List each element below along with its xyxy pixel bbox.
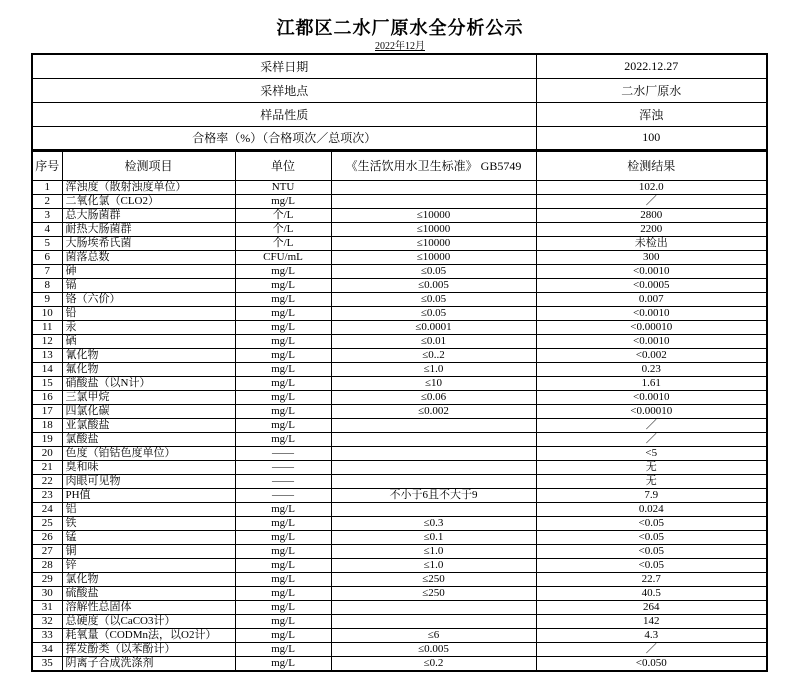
row-index: 8 [32, 278, 62, 292]
page-subtitle: 2022年12月 [375, 41, 425, 52]
item-name: 氰化物 [62, 348, 235, 362]
result-value: <0.05 [536, 544, 767, 558]
unit: mg/L [235, 194, 331, 208]
unit: mg/L [235, 320, 331, 334]
table-row [32, 292, 767, 306]
result-value: 无 [536, 474, 767, 488]
item-name: 浑浊度（散射浊度单位） [62, 180, 235, 194]
standard-limit [331, 446, 536, 460]
standard-limit: ≤1.0 [331, 544, 536, 558]
row-index: 6 [32, 250, 62, 264]
water-analysis-table [31, 53, 768, 672]
table-row [32, 320, 767, 334]
table-row [32, 614, 767, 628]
header-item: 检测项目 [62, 150, 235, 180]
item-name: 大肠埃希氏菌 [62, 236, 235, 250]
row-index: 25 [32, 516, 62, 530]
unit: mg/L [235, 628, 331, 642]
unit: mg/L [235, 404, 331, 418]
row-index: 13 [32, 348, 62, 362]
result-value: ／ [536, 418, 767, 432]
result-value: <0.0010 [536, 264, 767, 278]
row-index: 7 [32, 264, 62, 278]
item-name: PH值 [62, 488, 235, 502]
result-value: 1.61 [536, 376, 767, 390]
standard-limit: ≤0.1 [331, 530, 536, 544]
result-value: 40.5 [536, 586, 767, 600]
result-value: 2200 [536, 222, 767, 236]
info-value: 浑浊 [536, 102, 767, 126]
result-value: <0.05 [536, 558, 767, 572]
standard-limit: ≤0.005 [331, 278, 536, 292]
result-value: <0.05 [536, 516, 767, 530]
standard-limit: ≤0.05 [331, 292, 536, 306]
standard-limit: ≤0.05 [331, 264, 536, 278]
standard-limit [331, 418, 536, 432]
item-name: 硒 [62, 334, 235, 348]
table-row [32, 208, 767, 222]
standard-limit: ≤0.2 [331, 656, 536, 671]
standard-limit [331, 600, 536, 614]
unit: mg/L [235, 334, 331, 348]
table-row [32, 306, 767, 320]
unit: CFU/mL [235, 250, 331, 264]
standard-limit: ≤10000 [331, 236, 536, 250]
unit: mg/L [235, 600, 331, 614]
item-name: 镉 [62, 278, 235, 292]
row-index: 10 [32, 306, 62, 320]
header-result: 检测结果 [536, 150, 767, 180]
unit: 个/L [235, 222, 331, 236]
unit: mg/L [235, 642, 331, 656]
table-row [32, 488, 767, 502]
result-value: 无 [536, 460, 767, 474]
row-index: 22 [32, 474, 62, 488]
result-value: <5 [536, 446, 767, 460]
table-row [32, 628, 767, 642]
table-row [32, 418, 767, 432]
item-name: 硫酸盐 [62, 586, 235, 600]
standard-limit: ≤6 [331, 628, 536, 642]
result-value: <0.0005 [536, 278, 767, 292]
standard-limit: ≤250 [331, 572, 536, 586]
item-name: 汞 [62, 320, 235, 334]
row-index: 4 [32, 222, 62, 236]
unit: mg/L [235, 278, 331, 292]
table-row [32, 236, 767, 250]
table-row [32, 250, 767, 264]
info-value: 100 [536, 126, 767, 150]
info-row-pass-rate [32, 126, 767, 150]
row-index: 27 [32, 544, 62, 558]
standard-limit: 不小于6且不大于9 [331, 488, 536, 502]
unit: NTU [235, 180, 331, 194]
standard-limit [331, 432, 536, 446]
unit: mg/L [235, 614, 331, 628]
standard-limit: ≤1.0 [331, 362, 536, 376]
row-index: 30 [32, 586, 62, 600]
item-name: 铜 [62, 544, 235, 558]
result-value: <0.0010 [536, 334, 767, 348]
unit: mg/L [235, 558, 331, 572]
row-index: 23 [32, 488, 62, 502]
unit: —— [235, 488, 331, 502]
standard-limit: ≤0..2 [331, 348, 536, 362]
table-row [32, 460, 767, 474]
standard-limit: ≤0.3 [331, 516, 536, 530]
table-row [32, 432, 767, 446]
unit: mg/L [235, 516, 331, 530]
item-name: 四氯化碳 [62, 404, 235, 418]
result-value: <0.00010 [536, 404, 767, 418]
item-name: 二氧化氯（CLO2） [62, 194, 235, 208]
standard-limit: ≤0.01 [331, 334, 536, 348]
unit: mg/L [235, 502, 331, 516]
table-row [32, 376, 767, 390]
info-label: 样品性质 [32, 102, 536, 126]
item-name: 锰 [62, 530, 235, 544]
standard-limit [331, 180, 536, 194]
result-value: ／ [536, 642, 767, 656]
table-row [32, 194, 767, 208]
result-value: <0.0010 [536, 390, 767, 404]
row-index: 28 [32, 558, 62, 572]
standard-limit: ≤1.0 [331, 558, 536, 572]
table-row [32, 474, 767, 488]
item-name: 铁 [62, 516, 235, 530]
row-index: 18 [32, 418, 62, 432]
unit: 个/L [235, 236, 331, 250]
result-value: ／ [536, 432, 767, 446]
unit: mg/L [235, 292, 331, 306]
result-value: ／ [536, 194, 767, 208]
row-index: 5 [32, 236, 62, 250]
info-row-sample-nature [32, 102, 767, 126]
row-index: 29 [32, 572, 62, 586]
standard-limit: ≤0.05 [331, 306, 536, 320]
row-index: 21 [32, 460, 62, 474]
unit: mg/L [235, 544, 331, 558]
standard-limit [331, 614, 536, 628]
info-value: 2022.12.27 [536, 54, 767, 78]
item-name: 铝 [62, 502, 235, 516]
row-index: 15 [32, 376, 62, 390]
info-label: 采样地点 [32, 78, 536, 102]
row-index: 12 [32, 334, 62, 348]
row-index: 17 [32, 404, 62, 418]
info-label: 合格率（%）（合格项次／总项次） [32, 126, 536, 150]
table-row [32, 390, 767, 404]
row-index: 20 [32, 446, 62, 460]
info-section [32, 54, 767, 150]
unit: mg/L [235, 362, 331, 376]
table-row [32, 446, 767, 460]
table-row [32, 278, 767, 292]
unit: mg/L [235, 656, 331, 671]
table-row [32, 404, 767, 418]
result-value: <0.0010 [536, 306, 767, 320]
item-name: 锌 [62, 558, 235, 572]
standard-limit: ≤0.0001 [331, 320, 536, 334]
item-name: 砷 [62, 264, 235, 278]
row-index: 14 [32, 362, 62, 376]
item-name: 铬（六价） [62, 292, 235, 306]
info-label: 采样日期 [32, 54, 536, 78]
standard-limit [331, 194, 536, 208]
page-title: 江都区二水厂原水全分析公示 [276, 18, 524, 38]
unit: mg/L [235, 264, 331, 278]
unit: mg/L [235, 586, 331, 600]
item-name: 氟化物 [62, 362, 235, 376]
result-value: 102.0 [536, 180, 767, 194]
unit: mg/L [235, 530, 331, 544]
row-index: 19 [32, 432, 62, 446]
standard-limit: ≤0.002 [331, 404, 536, 418]
standard-limit: ≤10000 [331, 250, 536, 264]
row-index: 35 [32, 656, 62, 671]
row-index: 9 [32, 292, 62, 306]
table-header-row [32, 150, 767, 180]
result-value: 264 [536, 600, 767, 614]
item-name: 亚氯酸盐 [62, 418, 235, 432]
unit: —— [235, 460, 331, 474]
table-row [32, 516, 767, 530]
result-value: 0.23 [536, 362, 767, 376]
standard-limit: ≤10 [331, 376, 536, 390]
table-row [32, 544, 767, 558]
item-name: 铅 [62, 306, 235, 320]
item-name: 耐热大肠菌群 [62, 222, 235, 236]
info-row-sampling-date [32, 54, 767, 78]
item-name: 臭和味 [62, 460, 235, 474]
table-row [32, 572, 767, 586]
table-row [32, 586, 767, 600]
table-row [32, 362, 767, 376]
row-index: 11 [32, 320, 62, 334]
row-index: 2 [32, 194, 62, 208]
table-row [32, 642, 767, 656]
unit: mg/L [235, 306, 331, 320]
standard-limit: ≤10000 [331, 222, 536, 236]
unit: mg/L [235, 572, 331, 586]
result-value: 22.7 [536, 572, 767, 586]
table-row [32, 264, 767, 278]
standard-limit [331, 502, 536, 516]
header-index: 序号 [32, 150, 62, 180]
standard-limit: ≤10000 [331, 208, 536, 222]
table-row [32, 530, 767, 544]
result-value: 4.3 [536, 628, 767, 642]
result-value: 0.007 [536, 292, 767, 306]
info-row-sampling-location [32, 78, 767, 102]
standard-limit: ≤0.06 [331, 390, 536, 404]
standard-limit [331, 474, 536, 488]
unit: 个/L [235, 208, 331, 222]
result-value: <0.05 [536, 530, 767, 544]
standard-limit: ≤0.005 [331, 642, 536, 656]
row-index: 26 [32, 530, 62, 544]
header-unit: 单位 [235, 150, 331, 180]
table-row [32, 348, 767, 362]
item-name: 耗氧量（CODMn法，以O2计） [62, 628, 235, 642]
unit: mg/L [235, 376, 331, 390]
item-name: 阴离子合成洗涤剂 [62, 656, 235, 671]
result-value: 7.9 [536, 488, 767, 502]
item-name: 总硬度（以CaCO3计） [62, 614, 235, 628]
result-value: 300 [536, 250, 767, 264]
table-row [32, 600, 767, 614]
unit: mg/L [235, 432, 331, 446]
info-value: 二水厂原水 [536, 78, 767, 102]
item-name: 菌落总数 [62, 250, 235, 264]
result-value: 0.024 [536, 502, 767, 516]
table-row [32, 222, 767, 236]
item-name: 溶解性总固体 [62, 600, 235, 614]
unit: —— [235, 474, 331, 488]
result-value: <0.002 [536, 348, 767, 362]
table-row [32, 502, 767, 516]
item-name: 硝酸盐（以N计） [62, 376, 235, 390]
item-name: 挥发酚类（以苯酚计） [62, 642, 235, 656]
table-row [32, 334, 767, 348]
unit: mg/L [235, 418, 331, 432]
header-standard: 《生活饮用水卫生标准》 GB5749 [331, 150, 536, 180]
result-value: 142 [536, 614, 767, 628]
result-value: <0.00010 [536, 320, 767, 334]
unit: mg/L [235, 348, 331, 362]
item-name: 肉眼可见物 [62, 474, 235, 488]
row-index: 33 [32, 628, 62, 642]
standard-limit: ≤250 [331, 586, 536, 600]
row-index: 1 [32, 180, 62, 194]
result-value: 未检出 [536, 236, 767, 250]
result-value: <0.050 [536, 656, 767, 671]
result-value: 2800 [536, 208, 767, 222]
item-name: 氯酸盐 [62, 432, 235, 446]
item-name: 三氯甲烷 [62, 390, 235, 404]
row-index: 32 [32, 614, 62, 628]
row-index: 3 [32, 208, 62, 222]
item-name: 氯化物 [62, 572, 235, 586]
standard-limit [331, 460, 536, 474]
row-index: 34 [32, 642, 62, 656]
unit: mg/L [235, 390, 331, 404]
row-index: 24 [32, 502, 62, 516]
header-section [32, 150, 767, 180]
item-name: 色度（铂钴色度单位） [62, 446, 235, 460]
table-row [32, 656, 767, 671]
item-name: 总大肠菌群 [62, 208, 235, 222]
unit: —— [235, 446, 331, 460]
row-index: 16 [32, 390, 62, 404]
table-row [32, 180, 767, 194]
row-index: 31 [32, 600, 62, 614]
table-row [32, 558, 767, 572]
results-tbody [32, 180, 767, 671]
